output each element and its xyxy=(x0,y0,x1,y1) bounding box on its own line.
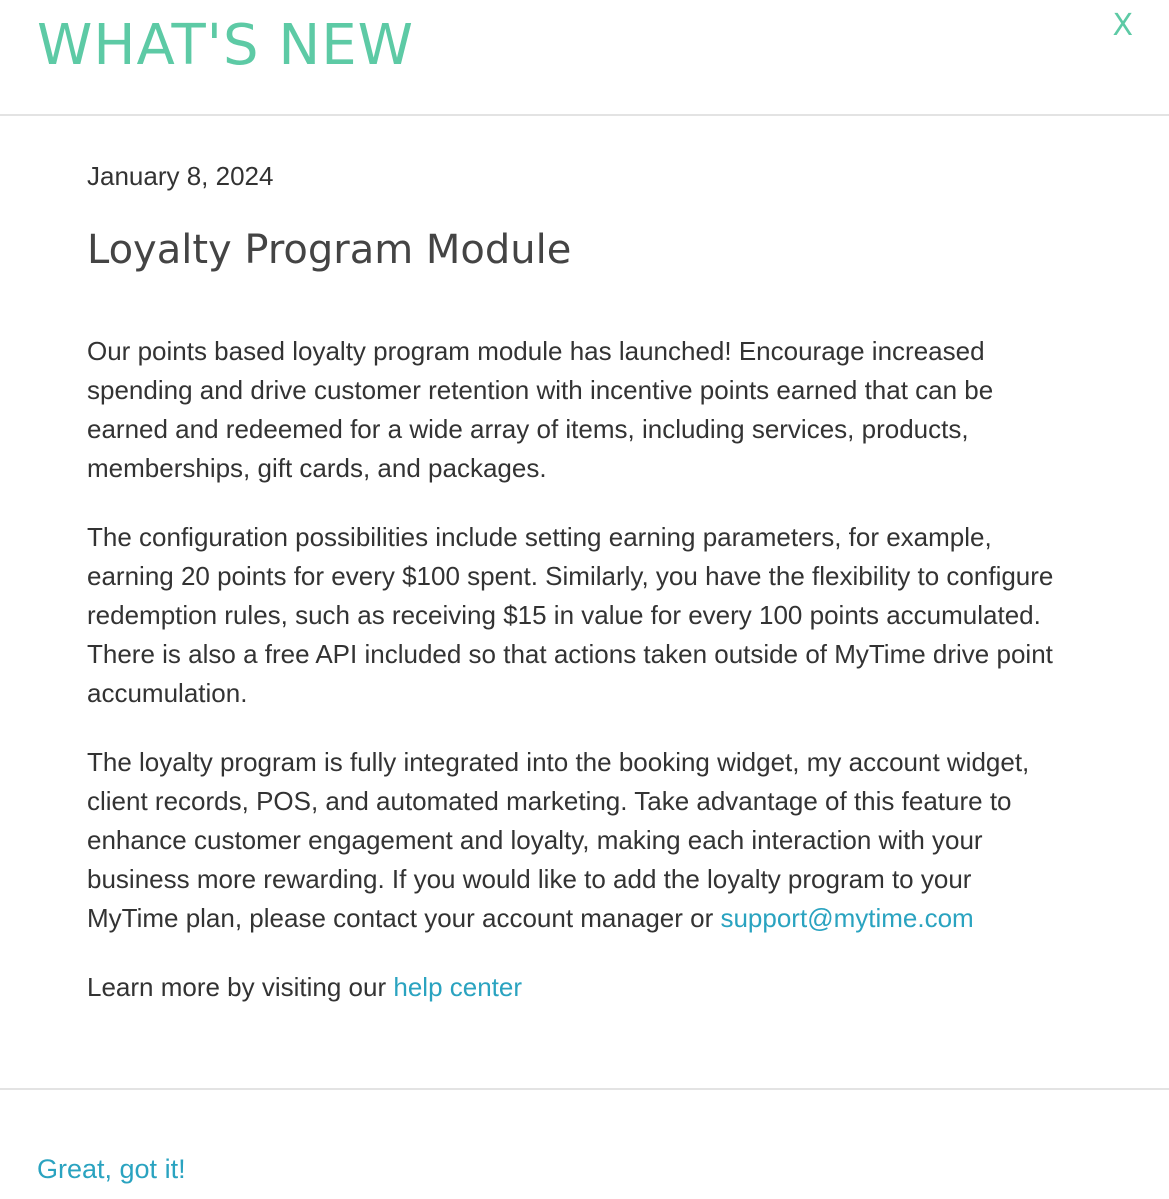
article-date: January 8, 2024 xyxy=(87,161,274,191)
modal-header xyxy=(0,0,1169,116)
close-button[interactable]: X xyxy=(1112,8,1133,43)
modal-title: WHAT'S NEW xyxy=(37,13,415,78)
article-paragraph-3 xyxy=(87,743,1065,938)
support-email-link[interactable]: support@mytime.com xyxy=(720,903,974,933)
help-center-link[interactable]: help center xyxy=(393,972,523,1002)
learn-more-text: Learn more by visiting our xyxy=(87,972,387,1002)
footer-divider xyxy=(0,1088,1169,1090)
article-paragraph-2: The configuration possibilities include setting earning parameters, for example, earning 20 points for every $100 spent. Similarly, you have the flexibility to configure redemption rules, such as receiving $15 in value for every 100 points accumulated. There is also a free API included so that actions taken outside of MyTime drive point accumulation. xyxy=(87,522,1054,708)
article-content xyxy=(0,160,1169,1007)
great-got-it-button[interactable]: Great, got it! xyxy=(37,1154,186,1184)
article-paragraph-1: Our points based loyalty program module has launched! Encourage increased spending and drive customer retention with incentive points earned that can be earned and redeemed for a wide array of items, including services, products, memberships, gift cards, and packages. xyxy=(87,336,994,483)
article-title: Loyalty Program Module xyxy=(87,227,572,273)
article-paragraph-3-text: The loyalty program is fully integrated into the booking widget, my account widget, client records, POS, and automated marketing. Take advantage of this feature to enhance customer engagement and loyalty, making each interaction with your business more rewarding. If you would like to add the loyalty program to your MyTime plan, please contact your account manager or xyxy=(87,747,1030,933)
learn-more-paragraph xyxy=(87,968,1065,1007)
